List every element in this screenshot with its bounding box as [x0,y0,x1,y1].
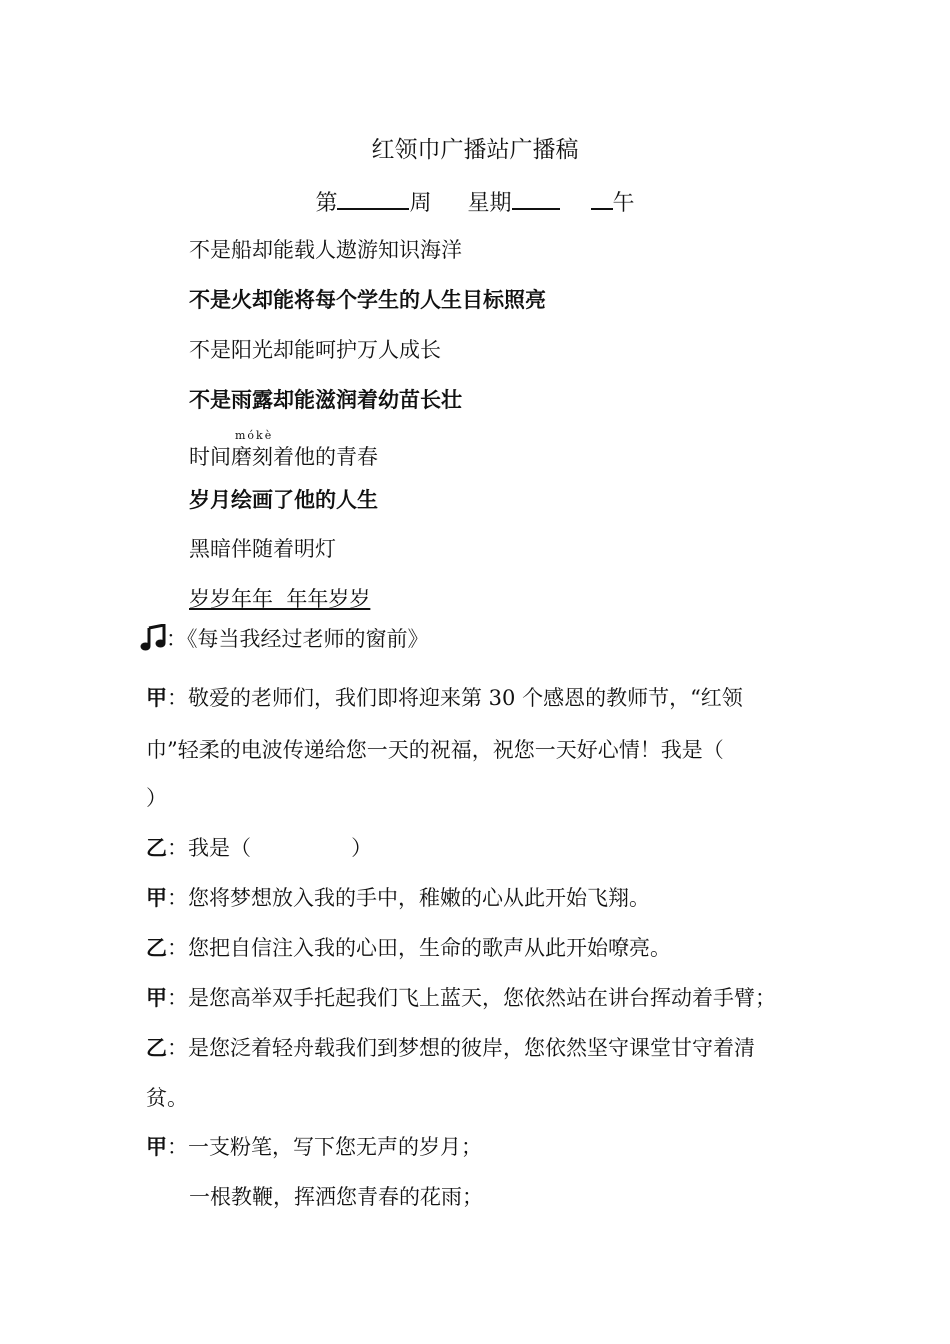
week-suffix: 周 [409,191,432,216]
dialogue-line [146,1084,188,1112]
dialogue-text: 巾”轻柔的电波传递给您一天的祝福，祝您一天好心情！我是（ [146,738,724,762]
speaker-label: 甲 [146,885,167,910]
poem-line-2: 不是火却能将每个学生的人生目标照亮 [189,287,546,312]
time-suffix: 午 [612,191,635,216]
pinyin-annotation: mókè [235,429,274,442]
speaker-sep: ： [167,1036,188,1060]
dialogue-text: 您把自信注入我的心田，生命的歌声从此开始嘹亮。 [188,936,671,960]
speaker-sep: ： [167,1135,188,1159]
music-line [140,624,429,653]
speaker-sep: ： [167,886,188,910]
poem-line-3: 不是阳光却能呵护万人成长 [189,338,441,362]
dialogue-line [146,684,743,712]
dialogue-text: 是您泛着轻舟载我们到梦想的彼岸，您依然坚守课堂甘守着清 [188,1036,755,1060]
speaker-label: 甲 [146,985,167,1010]
dialogue-line [146,784,167,812]
time-blank [591,186,613,210]
week-prefix: 第 [315,191,338,216]
speaker-sep: ： [167,836,188,860]
page-title: 红领巾广播站广播稿 [371,137,579,163]
dialogue-line [146,934,671,962]
continuation-line: 一根教鞭，挥洒您青春的花雨； [189,1185,483,1209]
music-note-icon [140,624,166,652]
speaker-label: 甲 [146,685,167,710]
dialogue-text: 是您高举双手托起我们飞上蓝天，您依然站在讲台挥动着手臂； [188,986,776,1010]
poem-line-4: 不是雨露却能滋润着幼苗长壮 [189,387,462,412]
speaker-sep: ： [167,986,188,1010]
weekday-blank [512,186,560,210]
speaker-sep: ： [167,686,188,710]
poem-line-8: 岁岁年年 年年岁岁 [189,587,371,611]
speaker-label: 乙 [146,935,167,960]
dialogue-line [146,1133,482,1161]
dialogue-text: 敬爱的老师们，我们即将迎来第 30 个感恩的教师节，“红领 [188,686,743,710]
music-colon: ： [166,627,187,651]
dialogue-text: 您将梦想放入我的手中，稚嫩的心从此开始飞翔。 [188,886,650,910]
dialogue-line [146,984,776,1012]
speaker-label: 乙 [146,1035,167,1060]
poem-line-7: 黑暗伴随着明灯 [189,537,336,561]
speaker-label: 甲 [146,1134,167,1159]
poem-line-6: 岁月绘画了他的人生 [189,487,378,512]
poem-line-1: 不是船却能载人遨游知识海洋 [189,238,462,262]
dialogue-line [146,884,650,912]
dialogue-text: ） [146,786,167,810]
date-line [0,186,950,218]
dialogue-line [146,834,372,862]
speaker-sep: ： [167,936,188,960]
dialogue-line [146,736,724,764]
weekday-prefix: 星期 [467,191,512,216]
poem-line-5: 时间磨刻着他的青春 [189,445,378,469]
dialogue-line [146,1034,755,1062]
song-title: 《每当我经过老师的窗前》 [187,627,429,651]
week-blank [337,186,409,210]
speaker-label: 乙 [146,835,167,860]
dialogue-text: 我是（ ） [188,836,373,860]
dialogue-text: 一支粉笔，写下您无声的岁月； [188,1135,482,1159]
dialogue-text: 贫。 [146,1086,188,1110]
